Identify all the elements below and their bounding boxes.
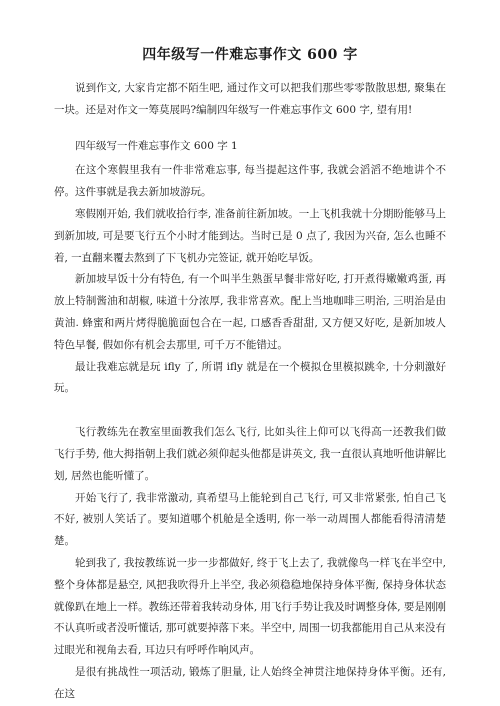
essay-2-paragraph-2: 开始飞行了, 我非常激动, 真希望马上能轮到自己飞行, 可又非常紧张, 怕自己飞不好, 被别人笑话了。要知道哪个机舱是全透明, 你一举一动周围人都能看得清清楚楚。 <box>54 491 446 548</box>
document-title: 四年级写一件难忘事作文 600 字 <box>142 47 358 63</box>
essay-2-paragraph-1: 飞行教练先在教室里面教我们怎么飞行, 比如头往上仰可以飞得高一还教我们做飞行手势, 他大拇指朝上我们就必须仰起头他都是讲英文, 我一直很认真地听他讲解比划, 居然也能听懂了。 <box>54 426 446 482</box>
section-spacer <box>54 400 446 422</box>
essay-2-paragraph-3: 轮到我了, 我按教练说一步一步都做好, 终于飞上去了, 我就像鸟一样飞在半空中, 整个身体都是悬空, 风把我吹得升上半空, 我必须稳稳地保持身体平衡, 保持身体状态就像趴在地上一样。教练还带着我转动身体, 用飞行手势让我及时调整身体, 要是刚刚不认真听或者没听懂话, 那可就要掉落下来。半空中, 周围一切我都能用自己从来没有过眼光和视角去看, 耳边只有呼呼作响风声。 <box>54 556 446 657</box>
essay-2-paragraph-4: 是很有挑战性一项活动, 锻炼了胆量, 让人始终全神贯注地保持身体平衡。还有, 在这 <box>54 665 446 700</box>
essay-1-paragraph-3: 新加坡早饭十分有特色, 有一个叫半生熟蛋早餐非常好吃, 打开煮得嫩嫩鸡蛋, 再放上特制酱油和胡椒, 味道十分浓厚, 我非常喜欢。配上当地咖啡三明治, 三明治是由黄油. 蜂蜜和两片烤得脆脆面包合在一起, 口感香香甜甜, 又方便又好吃, 是新加坡人特色早餐, 假如你有机会去那里, 可千万不能错过。 <box>54 273 446 351</box>
intro-paragraph: 说到作文, 大家肯定都不陌生吧, 通过作文可以把我们那些零零散散思想, 聚集在一块。还是对作文一筹莫展吗?编制四年级写一件难忘事作文 600 字, 望有用! <box>54 82 446 116</box>
essay-1-paragraph-2: 寒假刚开始, 我们就收拾行李, 准备前往新加坡。一上飞机我就十分期盼能够马上到新加坡, 可是要飞行五个小时才能到达。当时已是 0 点了, 我因为兴奋, 怎么也睡不着, 一直翻来覆去熬到了下飞机办完签证, 就开始吃早饭。 <box>54 207 446 264</box>
essay-1-paragraph-4: 最让我难忘就是玩 ifly 了, 所谓 ifly 就是在一个模拟仓里模拟跳伞, 十分刺激好玩。 <box>54 360 446 395</box>
essay-1-paragraph-1: 在这个寒假里我有一件非常难忘事, 每当提起这件事, 我就会滔滔不绝地讲个不停。这件事就是我去新加坡游玩。 <box>54 164 446 199</box>
essay-1-heading: 四年级写一件难忘事作文 600 字 1 <box>75 139 238 152</box>
